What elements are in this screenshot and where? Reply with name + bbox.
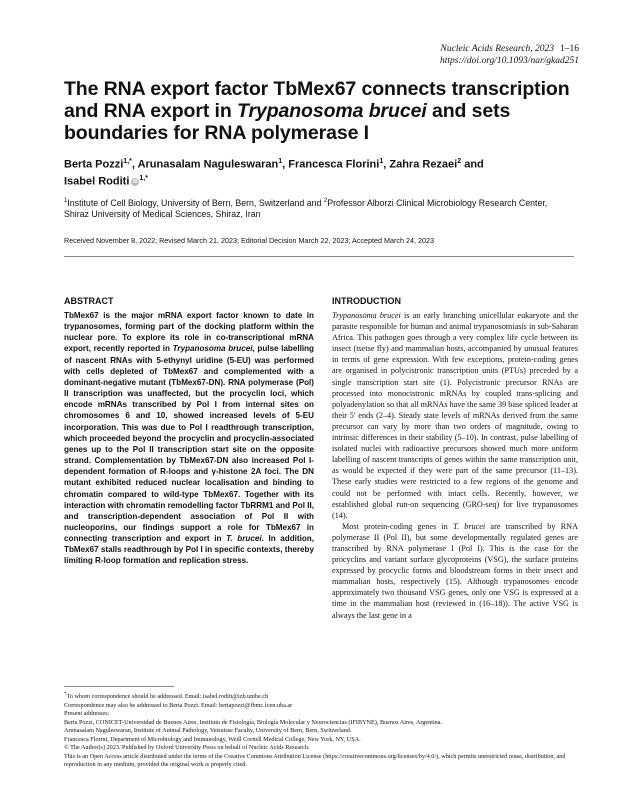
title-text-end: and sets boundaries for RNA polymerase I (64, 100, 511, 144)
footnote-corr-text: To whom correspondence should be addressed. Email: isabel.roditi@izb.unibe.ch (66, 693, 269, 701)
author-name: Berta Pozzi (64, 158, 124, 171)
affiliations (64, 196, 574, 221)
article-title (64, 78, 584, 144)
abstract-italic: Trypanosoma brucei (172, 344, 253, 354)
footnote-address: Berta Pozzi, CONICET-Universidad de Buenos Aires, Instituto de Fisiología, Biología Molecular y Neurociencias (IFIBYNE), Buenos Aires, Argentina. (64, 718, 443, 726)
footnote-correspondence (64, 690, 584, 702)
author-sup: 1 (379, 158, 384, 165)
divider (64, 256, 574, 257)
author-list: Berta Pozzi$^{1,*}$, Arunasalam Naguleswaran$^1$, Francesca Florini$^1$, Zahra Rezaei$^2$ and Isabel Roditi iD $^{1,*}$ (64, 158, 484, 188)
abstract-span: TbMex67 is the major mRNA export factor known to date in trypanosomes, forming part of the docking platform within the nuclear pore. To explore its role in co-transcriptional mRNA export, recently reported in (64, 311, 314, 354)
license (64, 744, 584, 770)
author-and: and (464, 158, 484, 171)
footnote-star: * (64, 691, 67, 697)
footnote-present-label: Present addresses: (64, 710, 110, 718)
intro-paragraph (332, 310, 578, 521)
affil-text: Institute of Cell Biology, University of Bern, Bern, Switzerland and (67, 197, 324, 208)
page-range: 1–16 (560, 44, 579, 54)
author-name: Francesca Florini (288, 158, 380, 171)
author-sup: 1,* (139, 175, 148, 183)
author-name: Zahra Rezaei (389, 158, 458, 171)
introduction-text (332, 310, 578, 621)
footnotes (64, 690, 584, 745)
abstract-span: . In addition, TbMex67 stalls readthrough by Pol I in specific contexts, thereby limiting R-loop formation and replication stress. (64, 534, 314, 566)
author-sup: 1 (278, 158, 283, 165)
footnote-correspondence-alt: Correspondence may also be addressed to Berta Pozzi. Email: bertapozzi@fbmc.fcen.uba.ar (64, 701, 293, 709)
intro-italic: T. brucei (453, 521, 486, 531)
abstract-italic: T. brucei (226, 534, 262, 544)
journal-header (279, 44, 579, 67)
footnote-address: Francesca Florini, Department of Microbiology and Immunology, Weill Cornell Medical College, New York, NY, USA. (64, 736, 361, 744)
journal-citation: Nucleic Acids Research, 2023 (440, 44, 554, 54)
intro-paragraph (332, 521, 578, 621)
intro-italic: Trypanosoma brucei (332, 311, 401, 320)
affil-sup: 1 (64, 198, 68, 204)
abstract-heading: ABSTRACT (64, 296, 114, 306)
intro-span: Most protein-coding genes in (342, 521, 454, 531)
footnote-divider (64, 686, 174, 687)
affil-sup: 2 (323, 198, 328, 204)
intro-span: is an early branching unicellular eukaryote and the parasite responsible for human and animal trypanosomiasis in sub-Saharan Africa. This pathogen goes through a very complex life cycle between its insect (tsetse fly) and mammalian hosts, accompanied by unusual features in terms of gene expression. With few exceptions, protein-coding genes are organised in polycistronic transcription units (PTUs) preceded by a single transcription start site (1). Polycistronic precursor RNAs are processed into monocistronic mRNAs by coupled trans-splicing and polyadenylation so that all mRNAs have the same 39 base spliced leader at their 5′ ends (2–4). Steady state levels of mRNAs derived from the same precursor can vary by more than two orders of magnitude, owing to intrinsic differences in their stability (5–10). In contrast, pulse labelling of isolated nuclei with radioactive precursors showed much more uniform labelling of nascent transcripts of genes within the same transcription unit, as would be expected if they were part of the same precursor (11–13). These early studies were restricted to a few regions of the genome and could not be performed with intact cells. Recently, however, we established global run-on sequencing (GRO-seq) for live trypanosomes (14). (332, 311, 579, 520)
abstract-span: , pulse labelling of nascent RNAs with 5-ethynyl uridine (5-EU) was performed with cells depleted of TbMex67 and complemented with a dominant-negative mutant (TbMex67-DN). RNA polymerase (Pol) II transcription was unaffected, but the procyclin loci, which encode mRNAs transcribed by Pol I from internal sites on chromosomes 6 and 10, showed increased levels of 5-EU incorporation. This was due to Pol I readthrough transcription, which proceeded beyond the procyclin and procyclin-associated genes up to the Pol II transcription start site on the opposite strand. Complementation by TbMex67-DN also increased Pol I-dependent formation of R-loops and γ-histone 2A foci. The DN mutant exhibited reduced nuclear localisation and binding to chromatin compared to wild-type TbMex67. Together with its interaction with chromatin remodelling factor TbRRM1 and Pol II, and transcription-dependent association of Pol II with nucleoporins, our findings support a role for TbMex67 in connecting transcription and export in (64, 344, 314, 544)
license-text: This is an Open Access article distributed under the terms of the Creative Commons Attribution License (https://creativecommons.org/licenses/by/4.0/), which permits unrestricted reuse, distribution, and reproduction in any medium, provided the original work is properly cited. (64, 752, 566, 769)
title-species: Trypanosoma brucei (237, 100, 427, 122)
author-sup: 1,* (123, 158, 132, 165)
footnote-address: Arunasalam Naguleswaran, Institute of Animal Pathology, Vetsuisse Faculty, University of Bern, Bern, Switzerland. (64, 727, 352, 735)
author-name: Arunasalam Naguleswaran (137, 158, 279, 171)
received-dates: Received November 8, 2022; Revised March 21, 2023; Editorial Decision March 22, 2023; Accepted March 24, 2023 (64, 236, 434, 245)
introduction-heading: INTRODUCTION (332, 296, 401, 306)
author-name: Isabel Roditi (64, 175, 130, 188)
title-text: The RNA export factor TbMex67 connects transcription and RNA export in (64, 78, 570, 122)
affil-text: Professor Alborzi Clinical Microbiology Research Center, Shiraz University of Medical Sciences, Shiraz, Iran (64, 197, 548, 220)
orcid-icon[interactable]: iD (132, 178, 138, 185)
doi-link[interactable]: https://doi.org/10.1093/nar/gkad251 (440, 55, 579, 66)
intro-span: are transcribed by RNA polymerase II (Pol II), but some developmentally regulated genes are transcribed by RNA polymerase I (Pol I). This is the case for the procyclins and variant surface glycoproteins (VSG), the surface proteins expressed by procyclic forms and bloodstream forms in their insect and mammalian hosts, respectively (15). Although trypanosomes encode approximately two thousand VSG genes, only one VSG is expressed at a time in the mammalian host (reviewed in (16–18)). The active VSG is always the last gene in a (332, 521, 579, 620)
copyright-line: © The Author(s) 2023. Published by Oxford University Press on behalf of Nucleic Acids Research. (64, 744, 310, 751)
author-sup: 2 (457, 158, 462, 165)
abstract-text (64, 310, 314, 567)
